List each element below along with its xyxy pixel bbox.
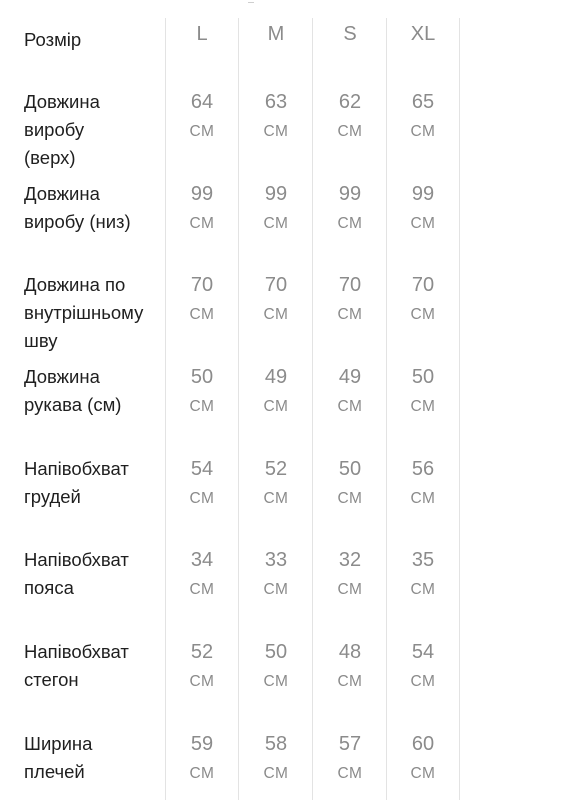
measure-unit: СМ xyxy=(263,123,289,140)
measure-unit: СМ xyxy=(410,398,436,415)
measure-value: 57 xyxy=(338,733,362,755)
measure-cell xyxy=(239,363,313,421)
measure-value: 52 xyxy=(264,458,288,480)
measure-unit: СМ xyxy=(263,398,289,415)
measure-cell xyxy=(239,180,313,238)
measure-unit: СМ xyxy=(189,581,215,598)
row-label: Напівобхват пояса xyxy=(24,549,129,598)
measure-unit: СМ xyxy=(410,673,436,690)
measure-cell xyxy=(313,546,387,604)
measure-unit: СМ xyxy=(410,490,436,507)
measure-cell xyxy=(239,88,313,146)
measure-value: 54 xyxy=(411,641,435,663)
measure-cell xyxy=(165,88,239,146)
measure-unit: СМ xyxy=(410,765,436,782)
measure-cell xyxy=(313,271,387,329)
measure-unit: СМ xyxy=(337,673,363,690)
measure-cell xyxy=(386,88,460,146)
measure-cell xyxy=(313,455,387,513)
measure-value: 56 xyxy=(411,458,435,480)
size-header-xl: XL xyxy=(410,23,436,45)
measure-unit: СМ xyxy=(337,398,363,415)
measure-unit: СМ xyxy=(263,490,289,507)
measure-cell xyxy=(165,271,239,329)
measure-value: 48 xyxy=(338,641,362,663)
measure-cell xyxy=(165,363,239,421)
measure-unit: СМ xyxy=(189,673,215,690)
measure-value: 60 xyxy=(411,733,435,755)
measure-value: 54 xyxy=(190,458,214,480)
measure-cell xyxy=(386,271,460,329)
measure-cell xyxy=(165,180,239,238)
measure-cell xyxy=(313,638,387,696)
measure-cell xyxy=(165,546,239,604)
size-header-s: S xyxy=(343,23,357,45)
measure-value: 33 xyxy=(264,549,288,571)
measure-unit: СМ xyxy=(189,490,215,507)
measure-cell xyxy=(313,730,387,788)
measure-value: 50 xyxy=(411,366,435,388)
measure-cell xyxy=(165,730,239,788)
row-label: Напівобхват грудей xyxy=(24,458,129,507)
measure-cell xyxy=(386,638,460,696)
measure-cell xyxy=(239,638,313,696)
measure-value: 70 xyxy=(190,274,214,296)
measure-cell xyxy=(313,363,387,421)
measure-value: 63 xyxy=(264,91,288,113)
measure-unit: СМ xyxy=(410,306,436,323)
row-label: Довжина виробу (верх) xyxy=(24,91,100,168)
measure-cell xyxy=(313,180,387,238)
measure-unit: СМ xyxy=(263,215,289,232)
measure-value: 64 xyxy=(190,91,214,113)
measure-unit: СМ xyxy=(410,123,436,140)
measure-unit: СМ xyxy=(263,673,289,690)
measure-unit: СМ xyxy=(337,765,363,782)
row-label: Довжина виробу (низ) xyxy=(24,183,131,232)
row-label: Довжина рукава (см) xyxy=(24,366,122,415)
measure-unit: СМ xyxy=(410,215,436,232)
measure-value: 99 xyxy=(264,183,288,205)
measure-value: 35 xyxy=(411,549,435,571)
measure-cell xyxy=(239,546,313,604)
measure-unit: СМ xyxy=(337,490,363,507)
measure-unit: СМ xyxy=(263,581,289,598)
measure-value: 49 xyxy=(338,366,362,388)
measure-cell xyxy=(239,271,313,329)
measure-unit: СМ xyxy=(189,398,215,415)
measure-value: 32 xyxy=(338,549,362,571)
measure-cell xyxy=(386,546,460,604)
measure-unit: СМ xyxy=(337,581,363,598)
measure-value: 99 xyxy=(411,183,435,205)
top-edge-mark xyxy=(248,0,254,3)
measure-value: 65 xyxy=(411,91,435,113)
measure-value: 70 xyxy=(338,274,362,296)
measure-cell xyxy=(386,455,460,513)
measure-cell xyxy=(386,180,460,238)
measure-value: 58 xyxy=(264,733,288,755)
row-label: Довжина по внутрішньому шву xyxy=(24,274,144,351)
measure-value: 59 xyxy=(190,733,214,755)
measure-value: 70 xyxy=(411,274,435,296)
measure-unit: СМ xyxy=(263,765,289,782)
measure-cell xyxy=(386,730,460,788)
measure-value: 99 xyxy=(190,183,214,205)
measure-unit: СМ xyxy=(410,581,436,598)
measure-unit: СМ xyxy=(189,123,215,140)
measure-value: 62 xyxy=(338,91,362,113)
measure-unit: СМ xyxy=(189,306,215,323)
measure-cell xyxy=(313,88,387,146)
measure-unit: СМ xyxy=(337,306,363,323)
header-label: Розмір xyxy=(24,29,82,50)
measure-cell xyxy=(165,638,239,696)
measure-value: 52 xyxy=(190,641,214,663)
size-header-l: L xyxy=(196,23,208,45)
size-header-m: M xyxy=(267,23,285,45)
measure-unit: СМ xyxy=(337,215,363,232)
measure-cell xyxy=(386,363,460,421)
row-label: Ширина плечей xyxy=(24,733,93,782)
measure-value: 49 xyxy=(264,366,288,388)
measure-unit: СМ xyxy=(263,306,289,323)
measure-cell xyxy=(239,730,313,788)
measure-value: 50 xyxy=(338,458,362,480)
measure-value: 50 xyxy=(190,366,214,388)
measure-value: 34 xyxy=(190,549,214,571)
measure-unit: СМ xyxy=(189,765,215,782)
measure-value: 50 xyxy=(264,641,288,663)
row-label: Напівобхват стегон xyxy=(24,641,129,690)
measure-unit: СМ xyxy=(337,123,363,140)
measure-value: 99 xyxy=(338,183,362,205)
measure-cell xyxy=(165,455,239,513)
measure-cell xyxy=(239,455,313,513)
measure-value: 70 xyxy=(264,274,288,296)
measure-unit: СМ xyxy=(189,215,215,232)
